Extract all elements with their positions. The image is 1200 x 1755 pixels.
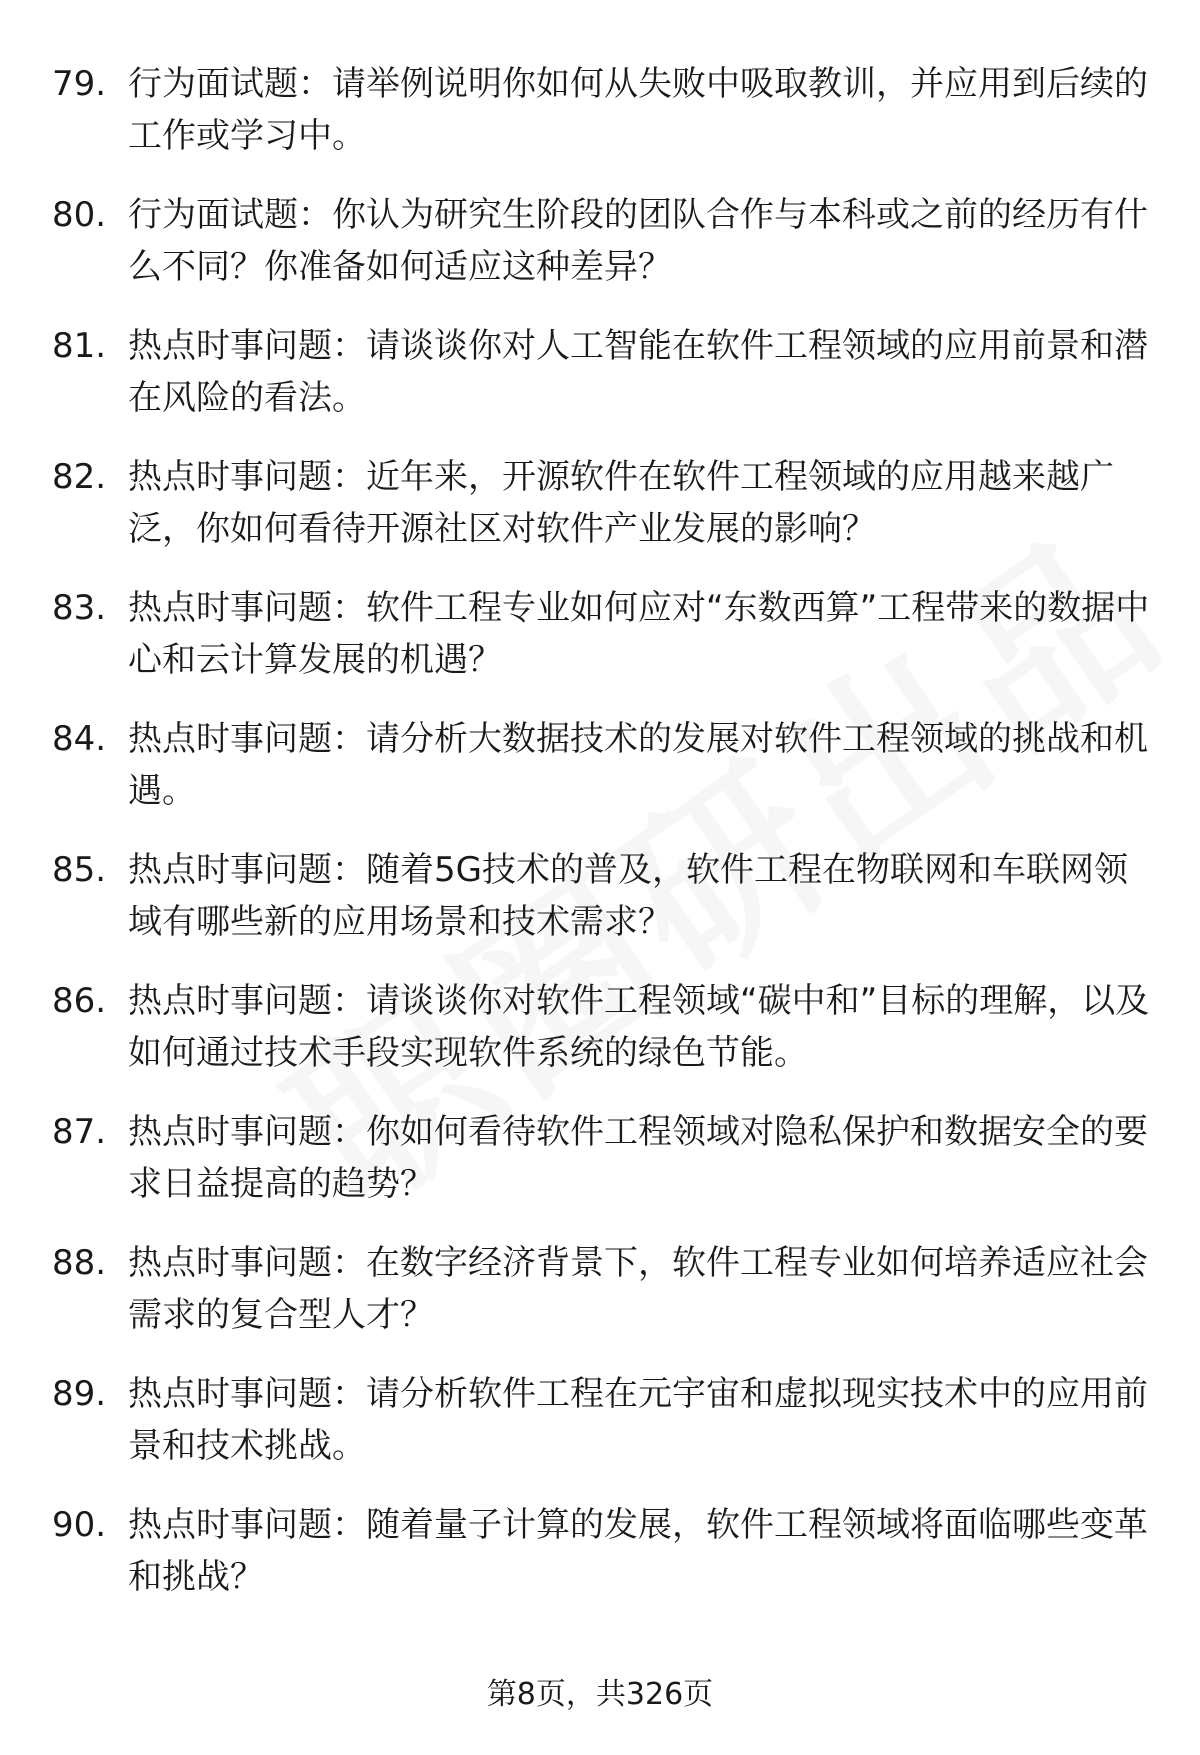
- question-text: 热点时事问题：请谈谈你对人工智能在软件工程领域的应用前景和潜在风险的看法。: [128, 326, 1148, 418]
- question-item: [52, 582, 1152, 713]
- question-text: 热点时事问题：随着5G技术的普及，软件工程在物联网和车联网领域有哪些新的应用场景和技术需求？: [128, 850, 1128, 942]
- question-item: [52, 1499, 1152, 1630]
- question-number: 89.: [52, 1374, 107, 1414]
- question-item: [52, 1368, 1152, 1499]
- question-text: 热点时事问题：随着量子计算的发展，软件工程领域将面临哪些变革和挑战？: [128, 1505, 1148, 1597]
- question-number: 81.: [52, 326, 107, 366]
- question-item: [52, 713, 1152, 844]
- question-text: 热点时事问题：请分析软件工程在元宇宙和虚拟现实技术中的应用前景和技术挑战。: [128, 1374, 1148, 1466]
- question-number: 87.: [52, 1112, 107, 1152]
- question-list: [52, 58, 1152, 1630]
- page-footer: [0, 1675, 1200, 1715]
- question-item: [52, 975, 1152, 1106]
- question-number: 82.: [52, 457, 107, 497]
- question-item: [52, 1106, 1152, 1237]
- question-text: 热点时事问题：你如何看待软件工程领域对隐私保护和数据安全的要求日益提高的趋势？: [128, 1112, 1148, 1204]
- question-item: [52, 189, 1152, 320]
- question-item: [52, 1237, 1152, 1368]
- question-item: [52, 451, 1152, 582]
- question-item: [52, 844, 1152, 975]
- question-text: 行为面试题：请举例说明你如何从失败中吸取教训，并应用到后续的工作或学习中。: [128, 64, 1148, 156]
- question-number: 79.: [52, 64, 107, 104]
- question-number: 90.: [52, 1505, 107, 1545]
- page-number-label: 第8页，共326页: [486, 1677, 714, 1712]
- question-text: 热点时事问题：请分析大数据技术的发展对软件工程领域的挑战和机遇。: [128, 719, 1148, 811]
- question-text: 热点时事问题：软件工程专业如何应对“东数西算”工程带来的数据中心和云计算发展的机遇？: [128, 588, 1150, 680]
- question-number: 85.: [52, 850, 107, 890]
- question-text: 热点时事问题：请谈谈你对软件工程领域“碳中和”目标的理解，以及如何通过技术手段实现软件系统的绿色节能。: [128, 981, 1150, 1073]
- question-number: 88.: [52, 1243, 107, 1283]
- question-item: [52, 320, 1152, 451]
- question-text: 热点时事问题：在数字经济背景下，软件工程专业如何培养适应社会需求的复合型人才？: [128, 1243, 1148, 1335]
- question-number: 80.: [52, 195, 107, 235]
- question-text: 行为面试题：你认为研究生阶段的团队合作与本科或之前的经历有什么不同？你准备如何适应这种差异？: [128, 195, 1148, 287]
- question-number: 86.: [52, 981, 107, 1021]
- question-number: 83.: [52, 588, 107, 628]
- question-number: 84.: [52, 719, 107, 759]
- question-text: 热点时事问题：近年来，开源软件在软件工程领域的应用越来越广泛，你如何看待开源社区对软件产业发展的影响？: [128, 457, 1114, 549]
- question-item: [52, 58, 1152, 189]
